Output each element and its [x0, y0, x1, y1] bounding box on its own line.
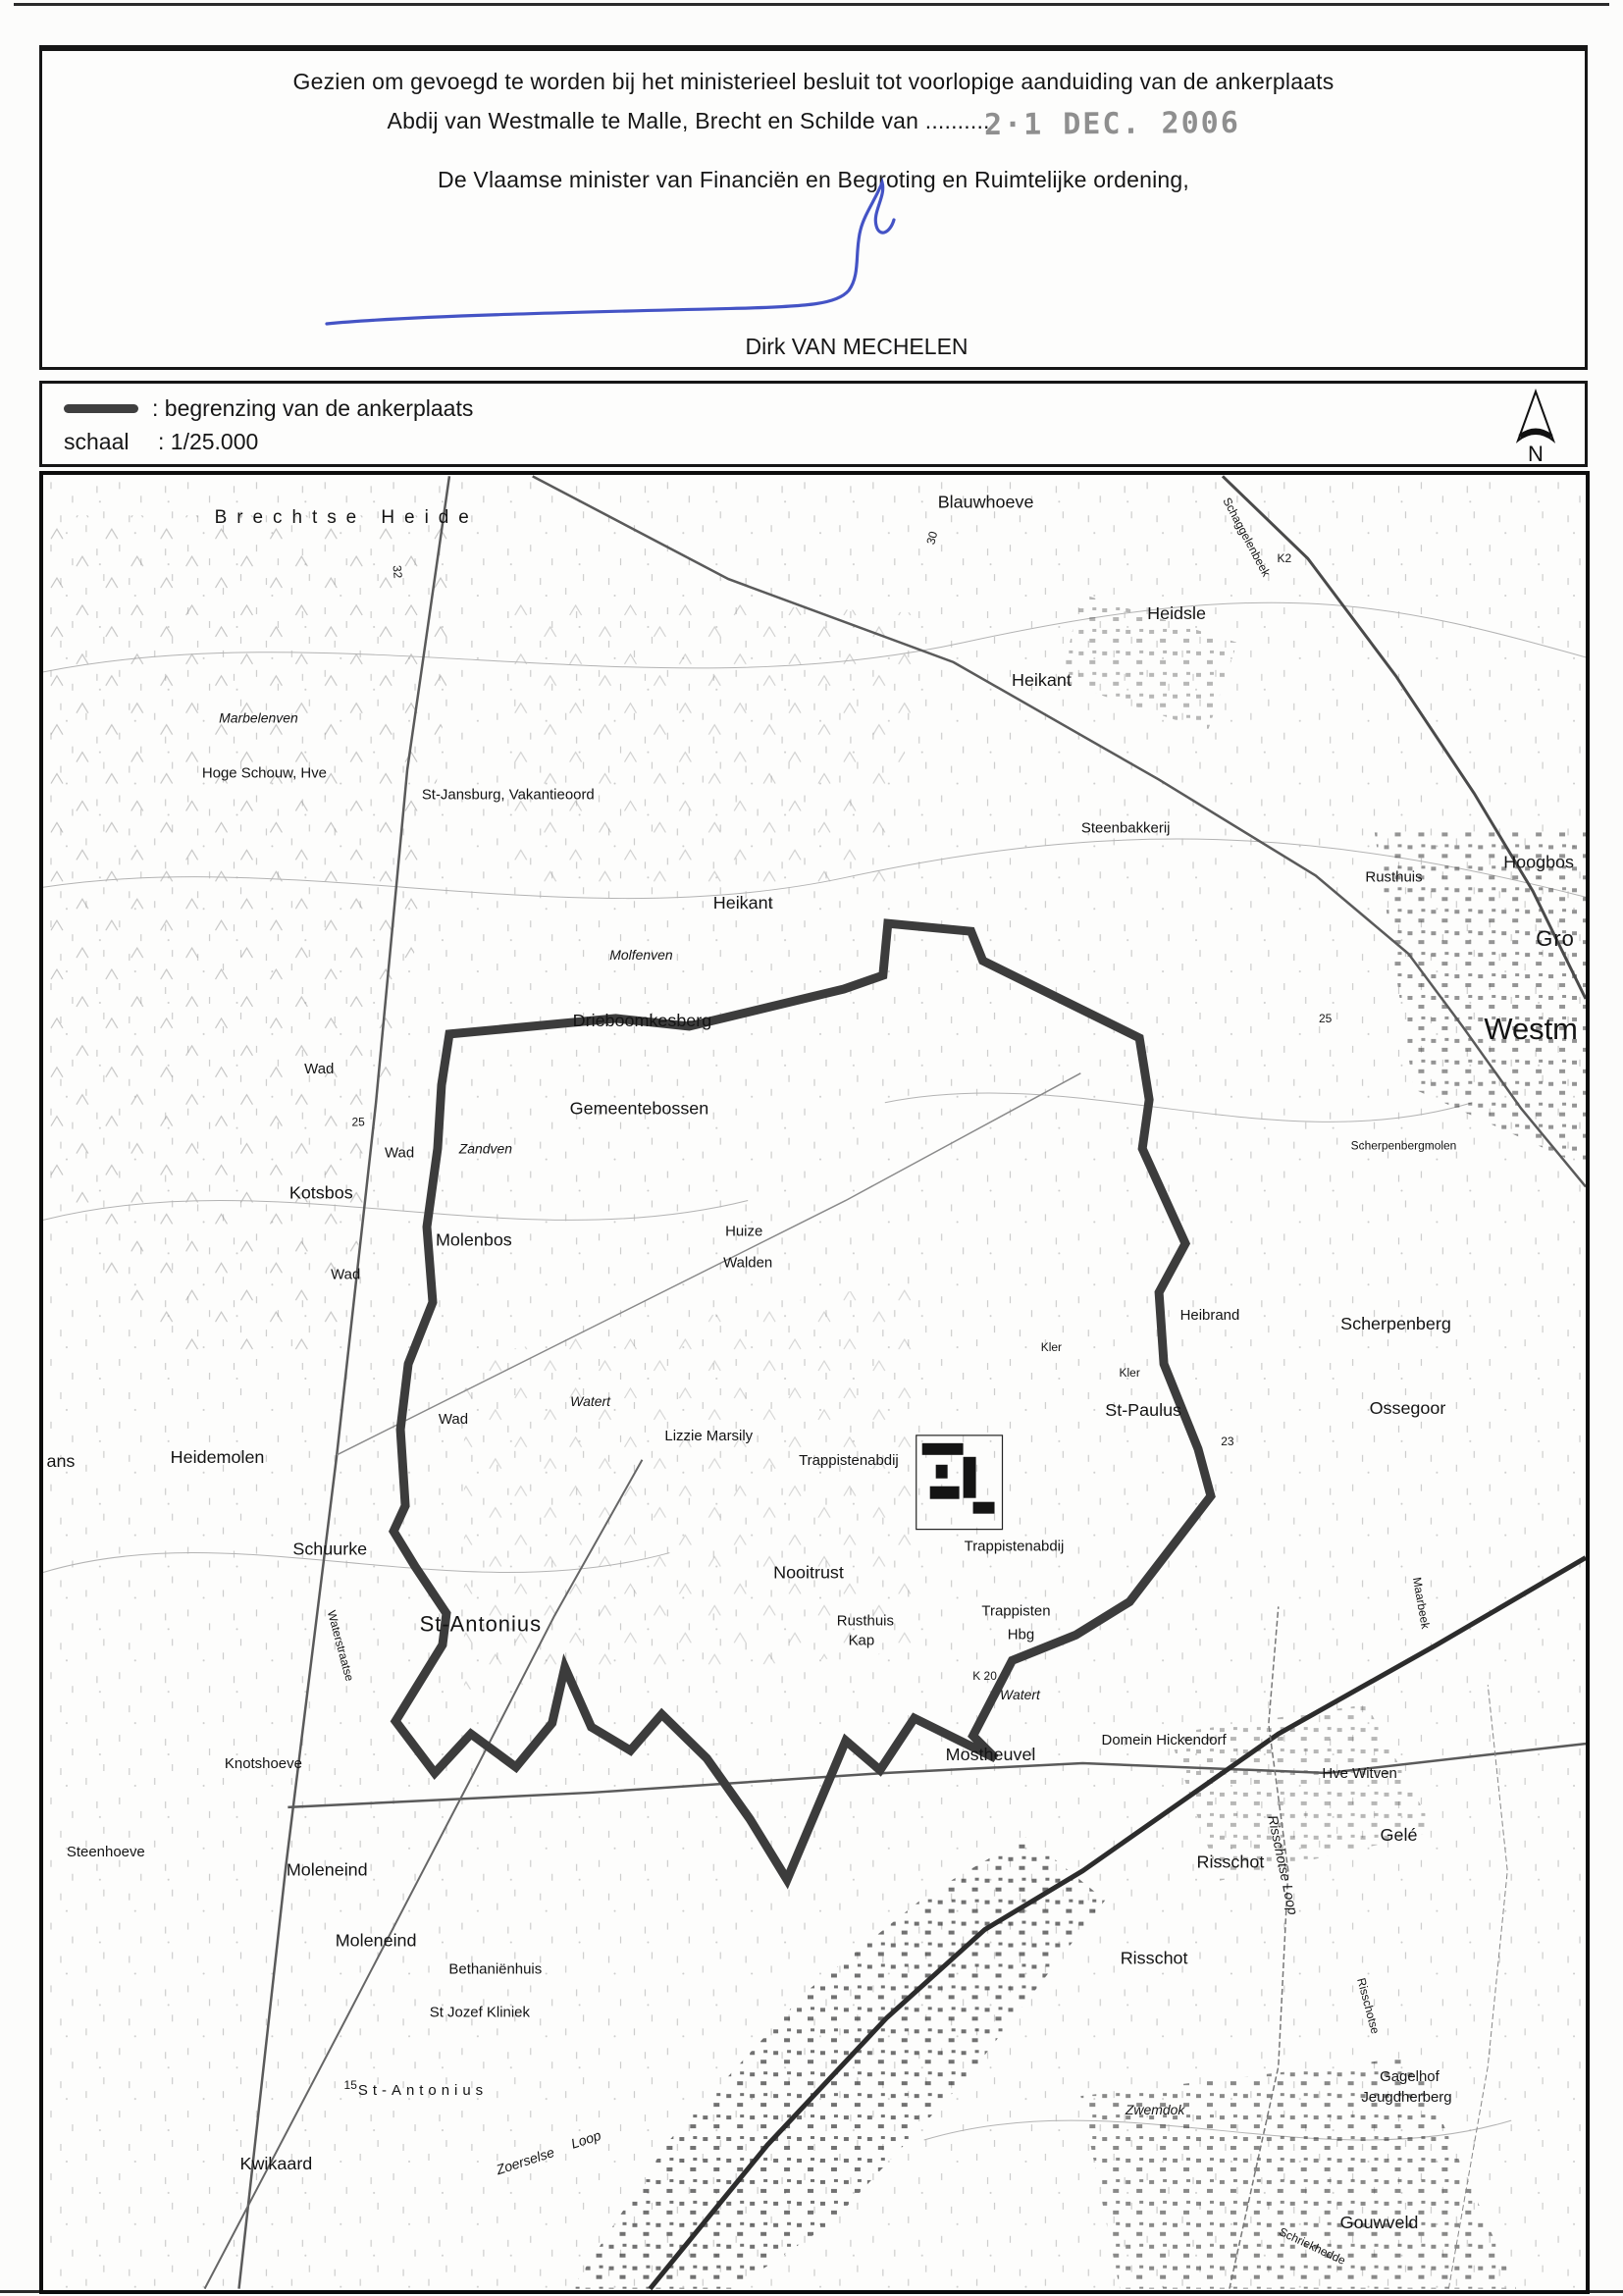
map-label: Wad — [331, 1266, 361, 1283]
map-label: Risschotse Loop — [1265, 1813, 1302, 1916]
map-label: 23 — [1221, 1434, 1234, 1448]
map-label: 15 — [343, 2078, 357, 2093]
map-label: St-Antonius — [357, 2082, 489, 2100]
map-label: Gagelhof — [1380, 2068, 1440, 2086]
legend-box — [39, 381, 1588, 467]
statement-line-2-text: Abdij van Westmalle te Malle, Brecht en Schilde van .......... — [387, 108, 990, 133]
map-label: Gelé — [1380, 1824, 1418, 1845]
map-label: 32 — [390, 564, 405, 579]
map-label: Zandven — [458, 1140, 513, 1157]
map-label: Drieboomkesberg — [572, 1010, 712, 1030]
map-label: Steenbakkerij — [1080, 819, 1171, 837]
map-label: Schuurke — [292, 1539, 368, 1559]
topographic-map — [39, 471, 1590, 2294]
map-label: K 20 — [972, 1669, 997, 1684]
boundary-line-sample — [64, 404, 138, 413]
map-label: Heikant — [712, 893, 773, 913]
map-label: Loop — [568, 2126, 603, 2152]
map-label: Westm — [1484, 1011, 1578, 1046]
map-label: Risschot — [1196, 1852, 1265, 1872]
map-label: Risschotse — [1354, 1976, 1383, 2036]
map-label: Steenhoeve — [66, 1843, 145, 1860]
map-label: Huize — [725, 1223, 763, 1240]
map-label: Kap — [848, 1632, 875, 1649]
statement-line-2 — [42, 102, 1585, 143]
map-label: Heikant — [1011, 669, 1072, 690]
forest-texture-north — [503, 594, 924, 897]
map-label: Gemeentebossen — [569, 1098, 709, 1119]
map-label: Heidsle — [1147, 602, 1206, 623]
map-label: Gouwveld — [1339, 2212, 1419, 2232]
legend-scale-label: schaal — [64, 429, 130, 454]
map-label: Hoogbos — [1503, 852, 1575, 872]
legend-scale-value: : 1/25.000 — [158, 429, 259, 454]
map-label: Trappistenabdij — [799, 1451, 899, 1469]
map-label: Kotsbos — [288, 1182, 353, 1203]
map-label: Zoerselse — [494, 2144, 556, 2178]
scan-edge-top — [14, 3, 1609, 6]
map-label: Waterstraatse — [324, 1608, 357, 1683]
map-label: Ossegoor — [1369, 1397, 1446, 1418]
map-label: Moleneind — [286, 1859, 368, 1880]
map-label: 30 — [923, 529, 941, 547]
map-label: Jeugdherberg — [1361, 2089, 1452, 2107]
map-label: 25 — [1319, 1011, 1333, 1025]
map-label: Rusthuis — [1365, 868, 1423, 886]
map-label: Risschot — [1120, 1948, 1188, 1968]
map-label: Trappistenabdij — [964, 1538, 1065, 1555]
map-label: Kwikaard — [239, 2153, 313, 2173]
statement-line-1: Gezien om gevoegd te worden bij het ministerieel besluit tot voorlopige aanduiding van de ankerplaats — [292, 69, 1335, 94]
date-stamp: 2·1 DEC. 2006 — [983, 105, 1240, 143]
statement-line-3: De Vlaamse minister van Financiën en Begroting en Ruimtelijke ordening, — [438, 167, 1189, 192]
map-label: Molfenven — [609, 947, 673, 964]
map-label: ans — [46, 1450, 76, 1471]
map-label: Scherpenberg — [1340, 1314, 1451, 1334]
map-label: Kler — [1119, 1366, 1140, 1381]
map-label: Walden — [723, 1254, 773, 1272]
map-label: Wad — [384, 1144, 415, 1162]
map-label: St Jozef Kliniek — [429, 2004, 530, 2021]
map-label: Rusthuis — [836, 1612, 894, 1630]
map-label: Hve Witven — [1322, 1764, 1397, 1782]
map-label: Marbelenven — [219, 709, 298, 726]
map-label: St-Jansburg, Vakantieoord — [421, 786, 595, 804]
map-label: Heibrand — [1179, 1307, 1240, 1325]
map-label: Knotshoeve — [224, 1755, 302, 1773]
map-label: St-Paulus — [1105, 1399, 1182, 1420]
map-label: Schriekhedde — [1277, 2224, 1348, 2268]
north-arrow-icon — [1504, 386, 1567, 464]
map-label: Zwemdok — [1125, 2102, 1185, 2118]
map-canvas — [43, 475, 1586, 2290]
map-label: Wad — [304, 1060, 335, 1077]
map-label: Wad — [438, 1410, 469, 1428]
map-label: Maarbeek — [1409, 1576, 1433, 1631]
signer-name: Dirk VAN MECHELEN — [745, 334, 969, 359]
map-label: K2 — [1277, 551, 1292, 566]
map-label: Kler — [1040, 1340, 1063, 1355]
map-label: Domein Hickendorf — [1101, 1732, 1227, 1749]
map-label: Nooitrust — [773, 1562, 844, 1583]
map-label: Gro — [1536, 926, 1575, 952]
north-label: N — [1528, 442, 1544, 464]
map-label: Hbg — [1007, 1626, 1035, 1644]
map-label: Mostheuvel — [945, 1745, 1036, 1765]
legend-scale-row — [64, 429, 258, 455]
map-label: Bethaniënhuis — [448, 1960, 543, 1978]
map-label: Watert — [1000, 1687, 1040, 1703]
map-label: Molenbos — [435, 1229, 512, 1250]
signature-stroke — [327, 183, 894, 324]
map-label: Watert — [570, 1392, 611, 1409]
map-label: Heidemolen — [170, 1446, 265, 1467]
legend-boundary-row — [64, 395, 473, 422]
map-label: Lizzie Marsily — [664, 1427, 754, 1444]
map-label: Schaggelenbeek — [1220, 495, 1274, 579]
map-label: Hoge Schouw, Hve — [201, 764, 328, 782]
map-label: Scherpenbergmolen — [1350, 1138, 1457, 1153]
map-label: Blauwhoeve — [937, 492, 1034, 512]
signature-ink — [288, 169, 994, 355]
map-label: Moleneind — [335, 1930, 417, 1951]
map-label: Trappisten — [981, 1602, 1051, 1620]
map-label: 25 — [351, 1115, 365, 1129]
legend-boundary-label: : begrenzing van de ankerplaats — [152, 395, 474, 421]
map-label: Brechtse Heide — [214, 507, 479, 529]
map-label: St-Antonius — [419, 1611, 543, 1637]
ministerial-statement-box — [39, 45, 1588, 370]
